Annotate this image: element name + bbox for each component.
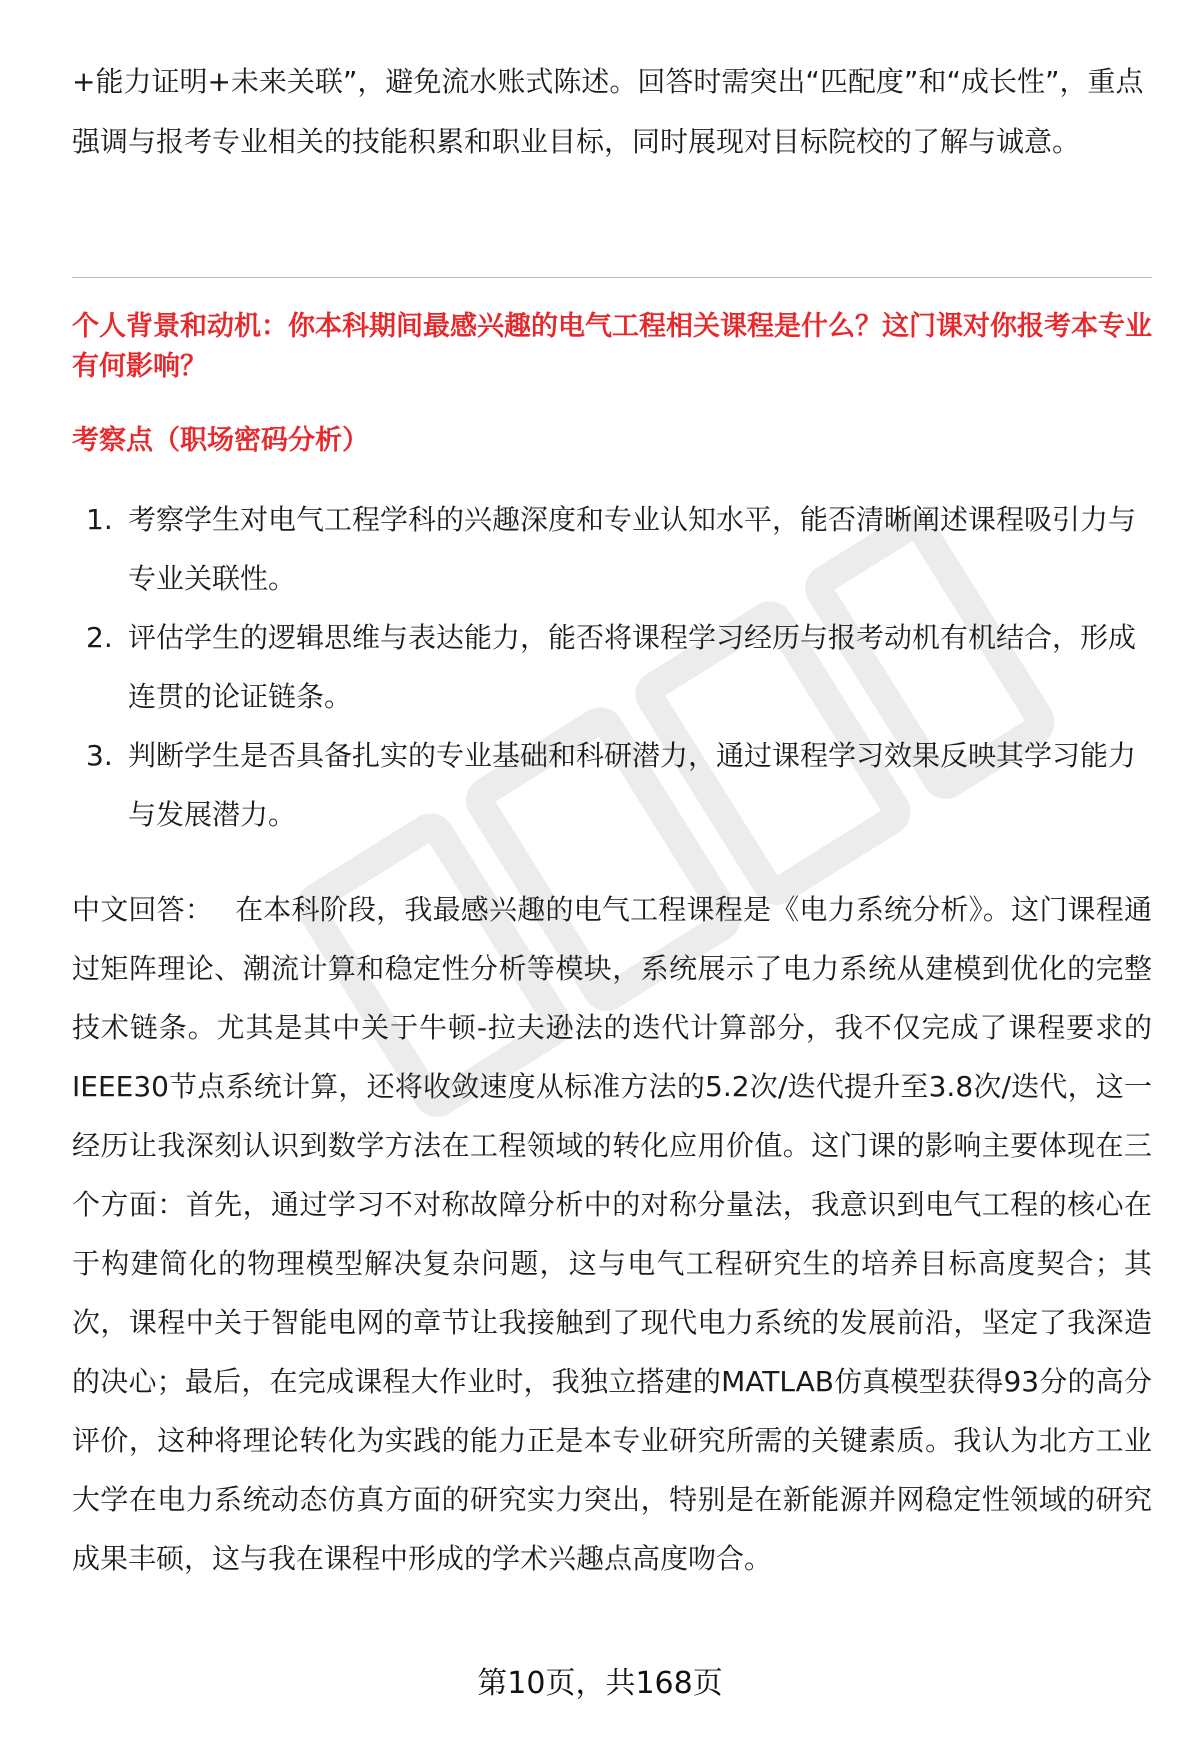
list-item [72,608,1152,726]
exam-points-list [72,490,1152,844]
answer-label: 中文回答： [72,893,214,926]
answer-paragraph [72,880,1152,1588]
list-item [72,726,1152,844]
page-number: 第10页，共168页 [477,1666,723,1701]
intro-paragraph: +能力证明+未来关联”，避免流水账式陈述。回答时需突出“匹配度”和“成长性”，重点强调与报考专业相关的技能积累和职业目标，同时展现对目标院校的了解与诚意。 [72,65,1144,158]
section-divider [72,277,1152,278]
list-item-text: 考察学生对电气工程学科的兴趣深度和专业认知水平，能否清晰阐述课程吸引力与专业关联性。 [128,503,1137,595]
list-item-text: 评估学生的逻辑思维与表达能力，能否将课程学习经历与报考动机有机结合，形成连贯的论证链条。 [128,621,1137,713]
list-item-text: 判断学生是否具备扎实的专业基础和科研潜力，通过课程学习效果反映其学习能力与发展潜力。 [128,739,1137,831]
list-item-number: 2. [86,621,113,654]
list-item-number: 3. [86,739,113,772]
question-title: 个人背景和动机：你本科期间最感兴趣的电气工程相关课程是什么？这门课对你报考本专业有何影响？ [72,311,1152,382]
list-item [72,490,1152,608]
list-item-number: 1. [86,503,113,536]
exam-points-heading: 考察点（职场密码分析） [72,425,369,456]
answer-text: 在本科阶段，我最感兴趣的电气工程课程是《电力系统分析》。这门课程通过矩阵理论、潮流计算和稳定性分析等模块，系统展示了电力系统从建模到优化的完整技术链条。尤其是其中关于牛顿-拉夫逊法的迭代计算部分，我不仅完成了课程要求的IEEE30节点系统计算，还将收敛速度从标准方法的5.2次/迭代提升至3.8次/迭代，这一经历让我深刻认识到数学方法在工程领域的转化应用价值。这门课的影响主要体现在三个方面：首先，通过学习不对称故障分析中的对称分量法，我意识到电气工程的核心在于构建简化的物理模型解决复杂问题，这与电气工程研究生的培养目标高度契合；其次，课程中关于智能电网的章节让我接触到了现代电力系统的发展前沿，坚定了我深造的决心；最后，在完成课程大作业时，我独立搭建的MATLAB仿真模型获得93分的高分评价，这种将理论转化为实践的能力正是本专业研究所需的关键素质。我认为北方工业大学在电力系统动态仿真方面的研究实力突出，特别是在新能源并网稳定性领域的研究成果丰硕，这与我在课程中形成的学术兴趣点高度吻合。 [72,893,1152,1575]
